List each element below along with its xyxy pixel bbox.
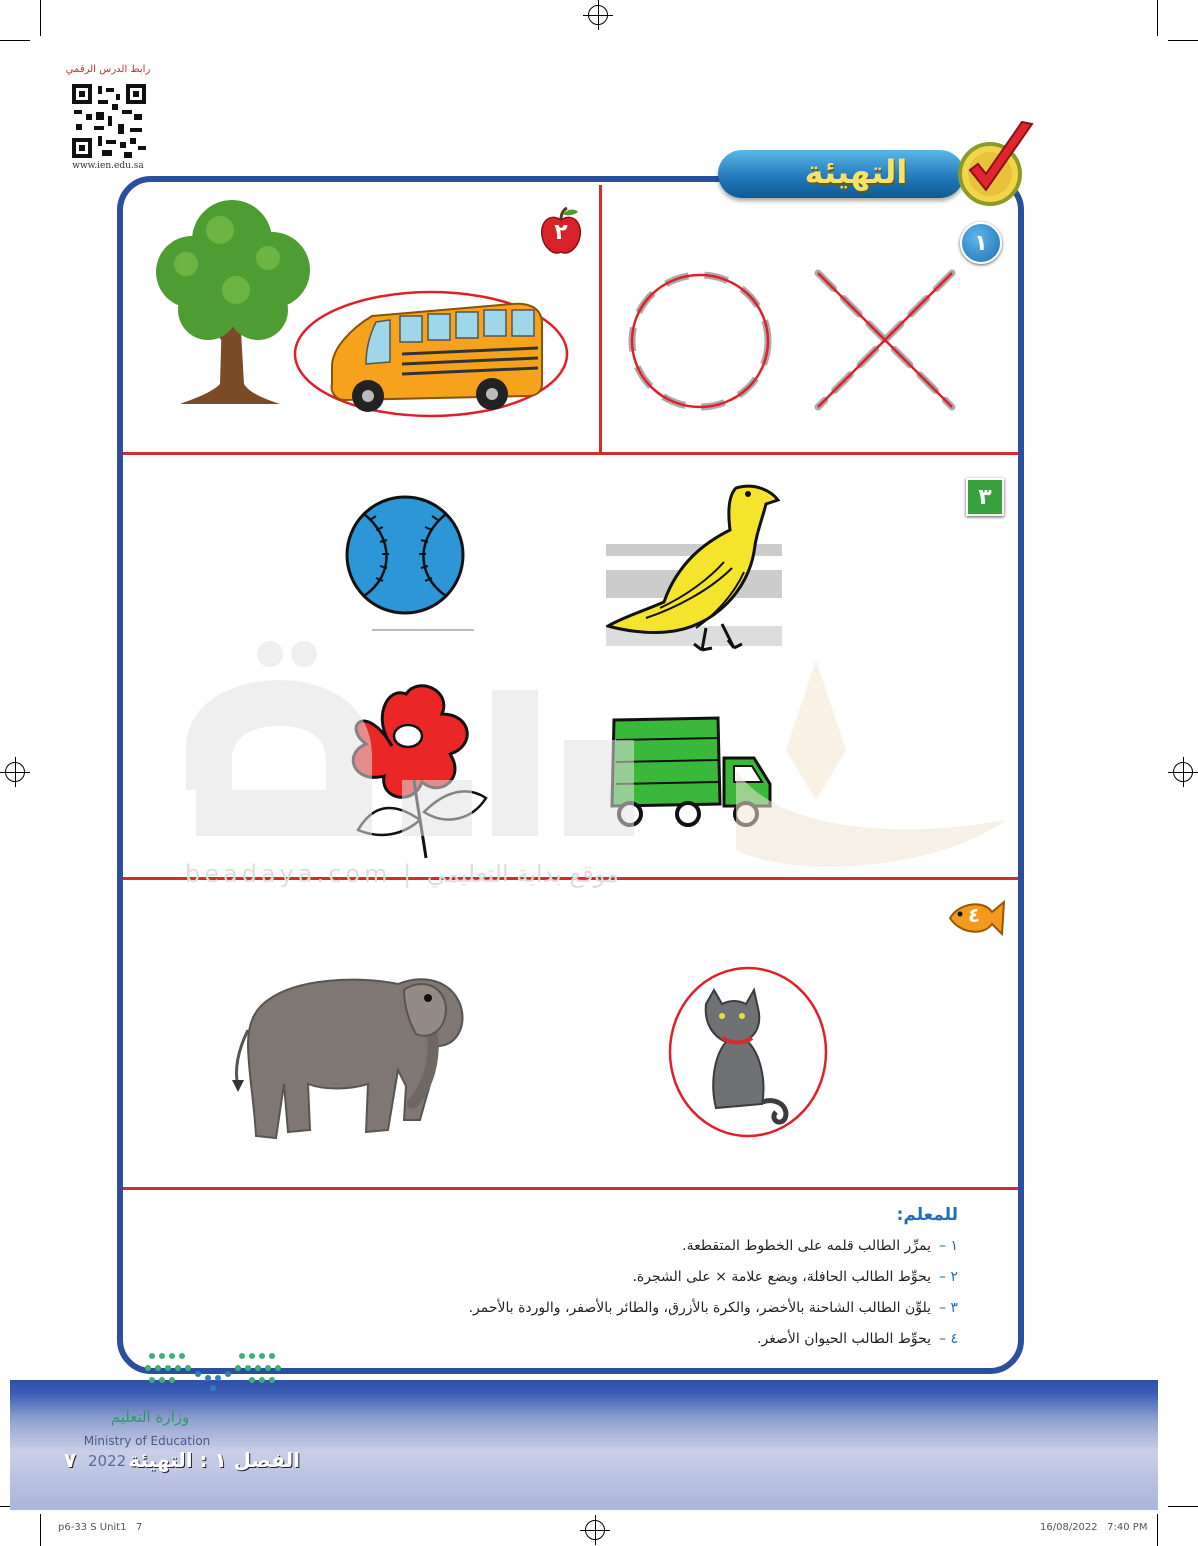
dashed-x-trace — [810, 265, 960, 415]
bus-image — [292, 288, 572, 420]
qr-code-icon[interactable] — [72, 84, 146, 158]
note-text: يحوِّط الطالب الحافلة، ويضع علامة × على الشجرة. — [632, 1269, 932, 1285]
divider-line — [599, 185, 602, 453]
page-title: التهيئة — [804, 153, 908, 191]
registration-mark-icon — [5, 762, 25, 782]
teacher-notes — [198, 1205, 958, 1355]
trim-mark — [1157, 0, 1158, 36]
exercise-number-label: ٢ — [554, 220, 568, 245]
note-item — [198, 1231, 958, 1262]
ball-image — [340, 492, 480, 638]
divider-line — [123, 452, 1018, 455]
trim-mark — [1168, 1506, 1198, 1507]
note-number: ١ – — [939, 1238, 958, 1254]
note-number: ٢ – — [939, 1269, 958, 1285]
trim-mark — [1157, 1514, 1158, 1546]
bird-image — [606, 478, 782, 654]
note-item — [198, 1293, 958, 1324]
teacher-notes-title: للمعلم: — [896, 1205, 958, 1225]
page-number: ٧ — [64, 1448, 77, 1472]
exercise-number-label: ٤ — [967, 903, 981, 927]
trim-mark — [0, 40, 30, 41]
watermark-text: beadaya.com | موقع بداية التعليمي — [185, 860, 619, 888]
note-item — [198, 1324, 958, 1355]
exercise-number-label: ٣ — [978, 484, 992, 510]
dashed-circle-trace — [626, 270, 774, 412]
trim-mark — [40, 0, 41, 36]
registration-mark-icon — [585, 1520, 605, 1540]
exercise-number-3 — [966, 478, 1004, 516]
cat-image — [666, 964, 830, 1140]
note-text: يحوِّط الطالب الحيوان الأصغر. — [757, 1331, 932, 1347]
slug-date: 16/08/2022 7:40 PM — [1040, 1522, 1148, 1533]
ministry-logo-icon — [142, 1348, 288, 1394]
edition-year: 2022 — [88, 1452, 127, 1470]
ministry-name-ar: وزارة التعليم — [110, 1408, 190, 1426]
qr-url[interactable]: www.ien.edu.sa — [72, 161, 144, 171]
trim-mark — [40, 1514, 41, 1546]
slug-file: p6-33 S Unit1 7 — [58, 1522, 143, 1533]
watermark-logo — [176, 640, 1026, 880]
divider-line — [123, 1187, 1018, 1190]
qr-label: رابط الدرس الرقمي — [65, 64, 151, 75]
note-number: ٤ – — [939, 1331, 958, 1347]
exercise-number-1 — [960, 222, 1002, 264]
ministry-name-en: Ministry of Education — [83, 1434, 211, 1448]
registration-mark-icon — [588, 5, 608, 25]
note-number: ٣ – — [939, 1300, 958, 1316]
note-text: يمرِّر الطالب قلمه على الخطوط المتقطعة. — [682, 1238, 932, 1254]
footer-chapter-title — [60, 1448, 300, 1472]
note-item — [198, 1262, 958, 1293]
exercise-number-label: ١ — [974, 230, 988, 256]
chapter-label: الفصل ١ : التهيئة — [128, 1448, 300, 1472]
trim-mark — [1168, 40, 1198, 41]
registration-mark-icon — [1173, 762, 1193, 782]
checkmark-icon — [952, 118, 1040, 208]
note-text: يلوِّن الطالب الشاحنة بالأخضر، والكرة بالأزرق، والطائر بالأصفر، والوردة بالأحمر. — [468, 1300, 932, 1316]
tree-image — [150, 194, 314, 412]
elephant-image — [228, 960, 470, 1146]
